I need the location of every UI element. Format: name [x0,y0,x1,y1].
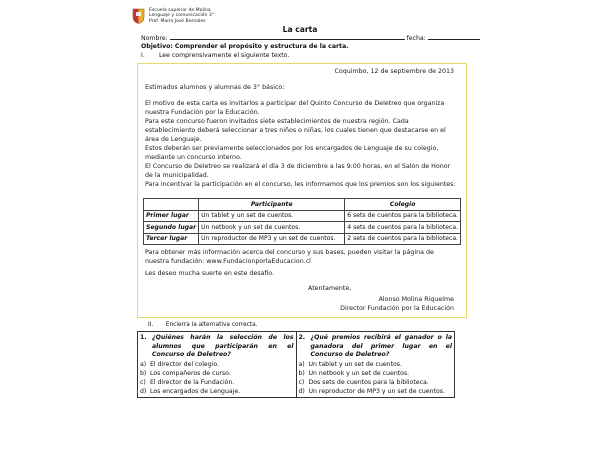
letter-body-line: El motivo de esta carta es invitarlos a participar del Quinto Concurso de Deletreo que organiza [145,100,445,107]
instruction-1-number: I. [141,52,145,59]
question-text: ¿Qué premios recibirá el ganador o la ganadora del primer lugar en el Concurso de Deletreo? [310,334,452,359]
letter-body-line: mediante un concurso interno. [145,154,242,161]
option-letter: c) [140,378,146,386]
prize-place: Primer lugar [144,210,199,222]
letter-info-line: nuestra fundación: www.FundacionporlaEducacion.cl [145,258,311,265]
objetivo-label: Objetivo: [141,43,173,50]
nombre-label: Nombre: [141,35,168,42]
prize-place: Tercer lugar [144,233,199,245]
answer-option[interactable] [299,378,453,387]
letter-body-line: Estos deberán ser previamente seleccionados por los encargados de Lenguaje de su colegio, [145,145,439,152]
prize-colegio: 2 sets de cuentos para la biblioteca. [345,233,461,245]
answer-option[interactable] [140,378,294,387]
nombre-field[interactable] [170,33,405,40]
name-date-row [141,33,480,42]
option-text: Dos sets de cuentos para la biblioteca. [308,378,429,386]
prizes-header-participante: Participante [199,199,345,211]
letter-body-line: de la municipalidad. [145,172,209,179]
prize-place: Segundo lugar [144,222,199,234]
fecha-label: fecha: [406,35,426,42]
letter-body-line: establecimiento deberá seleccionar a tres niños o niñas, los cuales tienen que destacarse en el [145,127,446,134]
option-letter: b) [140,369,147,377]
letter-info-line: Para obtener más información acerca del concurso y sus bases, pueden visitar la página de [145,249,434,256]
prize-participante: Un netbook y un set de cuentos. [199,222,345,234]
letter-body-line: Para incentivar la participación en el concurso, les informamos que los premios son los siguientes: [145,181,456,188]
option-text: Un netbook y un set de cuentos. [308,369,410,377]
instruction-2-number: II. [148,322,154,328]
page-title: La carta [282,25,318,34]
prize-participante: Un reproductor de MP3 y un set de cuentos. [199,233,345,245]
letter-signer-name: Alonso Molina Riquelme [378,296,454,303]
letter-box [137,63,467,318]
question-text: ¿Quiénes harán la selección de los alumnos que participarán en el Concurso de Deletreo? [152,334,294,359]
letter-signer-title: Director Fundación por la Educación [340,305,454,312]
prize-colegio: 4 sets de cuentos para la biblioteca. [345,222,461,234]
prizes-header-empty [144,199,199,211]
table-row [144,222,461,234]
instruction-2-text: Encierra la alternativa correcta. [165,322,258,328]
option-text: Un reproductor de MP3 y un set de cuentos. [308,388,445,396]
question-1-heading [140,334,294,360]
option-letter: a) [298,360,305,368]
school-name: Escuela superior de Molina [149,8,211,13]
letter-farewell: Atentamente, [308,285,352,292]
option-text: El director del colegio. [150,360,220,368]
objetivo-line [141,43,349,50]
letter-body-line: nuestra Fundación por la Educación. [145,109,260,116]
school-crest-icon [132,8,145,24]
option-text: Un tablet y un set de cuentos. [308,360,402,368]
option-letter: d) [140,388,147,396]
objetivo-text: Comprender el propósito y estructura de la carta. [174,43,349,50]
option-letter: c) [298,378,305,386]
answer-option[interactable] [299,387,453,396]
prizes-table [143,198,461,245]
letter-date: Coquimbo, 12 de septiembre de 2013 [334,68,454,75]
prize-participante: Un tablet y un set de cuentos. [199,210,345,222]
instruction-1 [141,52,289,59]
answer-option[interactable] [299,360,453,369]
option-letter: d) [298,388,305,396]
school-info [149,8,214,24]
instruction-1-text: Lee comprensivamente el siguiente texto. [158,52,290,59]
prize-colegio: 6 sets de cuentos para la biblioteca. [345,210,461,222]
question-2-heading [299,334,453,360]
prizes-header-row [144,199,461,211]
answer-option[interactable] [299,369,453,378]
question-number: 2. [298,334,306,341]
table-row [144,233,461,245]
table-row [144,210,461,222]
letter-body-line: El Concurso de Deletreo se realizará el día 3 de diciembre a las 9:00 horas, en el Salón de Honor [145,163,451,170]
letter-body-line: área de Lenguaje. [145,136,202,143]
question-1-cell [138,332,297,398]
prizes-header-colegio: Colegio [345,199,461,211]
option-text: Los compañeros de curso. [150,369,231,377]
fecha-field[interactable] [428,33,480,40]
letter-closing-wish: Les deseo mucha suerte en este desafío. [145,270,275,277]
letter-greeting: Estimados alumnos y alumnas de 3° básico: [145,84,285,91]
answer-option[interactable] [140,369,294,378]
quiz-table [137,331,455,398]
option-letter: b) [298,369,305,377]
question-number: 1. [140,334,147,341]
answer-option[interactable] [140,360,294,369]
option-text: Los encargados de Lenguaje. [150,388,241,396]
option-text: El director de la Fundación. [150,378,235,386]
teacher-name: Prof. María José Bernales [149,18,206,24]
course-name: Lenguaje y comunicación 3° [149,13,215,19]
question-2-cell [296,332,455,398]
option-letter: a) [140,360,147,368]
instruction-2 [148,322,258,328]
answer-option[interactable] [140,387,294,396]
letter-body-line: Para este concurso fueron invitados siete establecimientos de nuestra región. Cada [145,118,409,125]
